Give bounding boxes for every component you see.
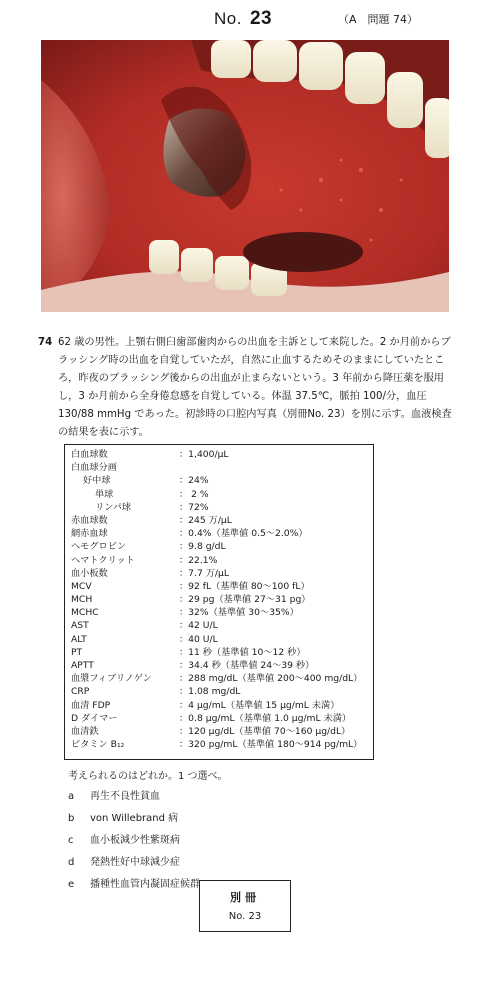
question-reference: （A 問題 74） [338, 13, 419, 26]
lab-item-value: ：29 pg（基準値 27〜31 pg） [179, 594, 311, 606]
lab-item-value: ：11 秒（基準値 10〜12 秒） [179, 646, 306, 658]
lab-row [71, 474, 367, 487]
choice-a[interactable] [68, 786, 200, 808]
lab-row [71, 659, 367, 672]
question-prompt: 考えられるのはどれか。1 つ選べ。 [68, 771, 228, 782]
lab-item-value: ：1,400/μL [179, 449, 229, 460]
lab-item-name: D ダイマー [71, 712, 118, 724]
lab-item-value: ：288 mg/dL（基準値 200〜400 mg/dL） [179, 673, 363, 685]
lab-item-value: ：120 μg/dL（基準値 70〜160 μg/dL） [179, 725, 351, 737]
lab-item-value [179, 461, 367, 474]
lab-row [71, 567, 367, 580]
lab-row [71, 461, 367, 474]
lab-item-name: PT [71, 646, 83, 658]
question-text: 62 歳の男性。上顎右側臼歯部歯肉からの出血を主訴として来院した。2 か月前からブラッシング時の出血を自覚していたが，自然に止血するためそのままにしていたところ，昨夜のブラッシング後からの出血が止まらないという。3 年前から降圧薬を服用し，3 か月前から全身倦怠感を自覚している。体温 37.5℃，脈拍 100/分，血圧 130/88 mmHg であった。初診時の口腔内写真（別冊No. 23）を別に示す。血液検査の結果を表に示す。 [58, 337, 452, 438]
lab-item-value: ：42 U/L [179, 620, 218, 632]
choice-letter: b [68, 813, 75, 824]
booklet-title: 別冊 [230, 891, 260, 904]
lab-results-table [64, 444, 374, 760]
choice-d[interactable] [68, 852, 200, 874]
lab-item-value: ：34.4 秒（基準値 24〜39 秒） [179, 660, 315, 671]
page-number-value: 23 [249, 8, 273, 29]
lab-item-value: ：24% [179, 475, 209, 487]
lab-item-name: 血小板数 [71, 567, 108, 579]
answer-choices [68, 786, 200, 896]
choice-letter: d [68, 857, 75, 868]
lab-item-name: ビタミン B₁₂ [71, 739, 125, 751]
choice-letter: c [68, 835, 74, 846]
lab-item-value: ：4 μg/mL（基準値 15 μg/mL 未満） [179, 699, 340, 711]
intraoral-photo [41, 40, 449, 312]
lab-item-value: ：32%（基準値 30〜35%） [179, 607, 299, 619]
lab-row [71, 488, 367, 501]
booklet-number: No. 23 [228, 911, 262, 922]
page-number [214, 8, 272, 30]
lab-row [71, 527, 367, 540]
question-number: 74 [38, 337, 53, 348]
choice-text: 播種性血管内凝固症候群 [90, 879, 200, 890]
lab-row [71, 646, 367, 659]
lab-row [71, 593, 367, 606]
lab-item-value: ：245 万/μL [179, 514, 232, 526]
lab-item-name: 単球 [95, 488, 114, 500]
lab-item-name: 血漿フィブリノゲン [71, 673, 152, 685]
question-stem [38, 334, 458, 442]
lab-item-name: MCH [71, 594, 93, 606]
lab-row [71, 672, 367, 685]
lab-item-name: 白血球分画 [71, 462, 117, 474]
lab-item-value: ：0.8 μg/mL（基準値 1.0 μg/mL 未満） [179, 712, 352, 724]
lab-row [71, 540, 367, 553]
choice-e[interactable] [68, 874, 200, 896]
lab-item-name: 赤血球数 [71, 514, 108, 526]
lab-row [71, 725, 367, 738]
lab-item-value: ：7.7 万/μL [179, 567, 229, 579]
choice-text: 発熱性好中球減少症 [90, 857, 180, 868]
lab-item-name: 白血球数 [71, 449, 108, 460]
lab-item-value: ：320 pg/mL（基準値 180〜914 pg/mL） [179, 739, 363, 751]
lab-item-value: ：9.8 g/dL [179, 541, 226, 553]
lab-item-name: 好中球 [83, 475, 111, 487]
lab-item-name: AST [71, 620, 89, 632]
lab-item-name: MCHC [71, 607, 99, 619]
lab-item-value: ：40 U/L [179, 633, 218, 645]
choice-c[interactable] [68, 830, 200, 852]
choice-text: von Willebrand 病 [90, 813, 179, 824]
lab-item-name: リンパ球 [95, 501, 132, 513]
lab-row [71, 448, 367, 461]
lab-item-name: ALT [71, 633, 87, 645]
lab-row [71, 619, 367, 632]
lab-item-name: 網赤血球 [71, 528, 108, 540]
intraoral-photo-drawing [41, 40, 449, 312]
booklet-reference-box [199, 880, 291, 932]
lab-row [71, 633, 367, 646]
lab-row [71, 554, 367, 567]
lab-item-name: ヘマトクリット [71, 554, 135, 566]
lab-item-name: APTT [71, 660, 94, 671]
page-number-label: No. [214, 9, 242, 28]
lab-item-name: ヘモグロビン [71, 541, 127, 553]
choice-b[interactable] [68, 808, 200, 830]
lab-row [71, 606, 367, 619]
choice-text: 再生不良性貧血 [90, 791, 160, 802]
lab-row [71, 738, 367, 751]
lab-item-name: 血清 FDP [71, 699, 111, 711]
lab-row [71, 580, 367, 593]
lab-row [71, 514, 367, 527]
lab-row [71, 699, 367, 712]
lab-item-name: MCV [71, 580, 92, 592]
lab-row [71, 712, 367, 725]
lab-item-value: ：72% [179, 501, 209, 513]
choice-letter: e [68, 879, 75, 890]
lab-item-value: ：0.4%（基準値 0.5〜2.0%） [179, 528, 308, 540]
lab-item-value: ：92 fL（基準値 80〜100 fL） [179, 580, 310, 592]
lab-row [71, 501, 367, 514]
choice-letter: a [68, 791, 75, 802]
lab-item-value: ：22.1% [179, 554, 218, 566]
choice-text: 血小板減少性紫斑病 [90, 835, 180, 846]
lab-row [71, 685, 367, 698]
lab-item-name: CRP [71, 686, 90, 698]
lab-item-value: ： 2 % [179, 488, 209, 500]
lab-item-value: ：1.08 mg/dL [179, 686, 241, 698]
lab-item-name: 血清鉄 [71, 725, 99, 737]
